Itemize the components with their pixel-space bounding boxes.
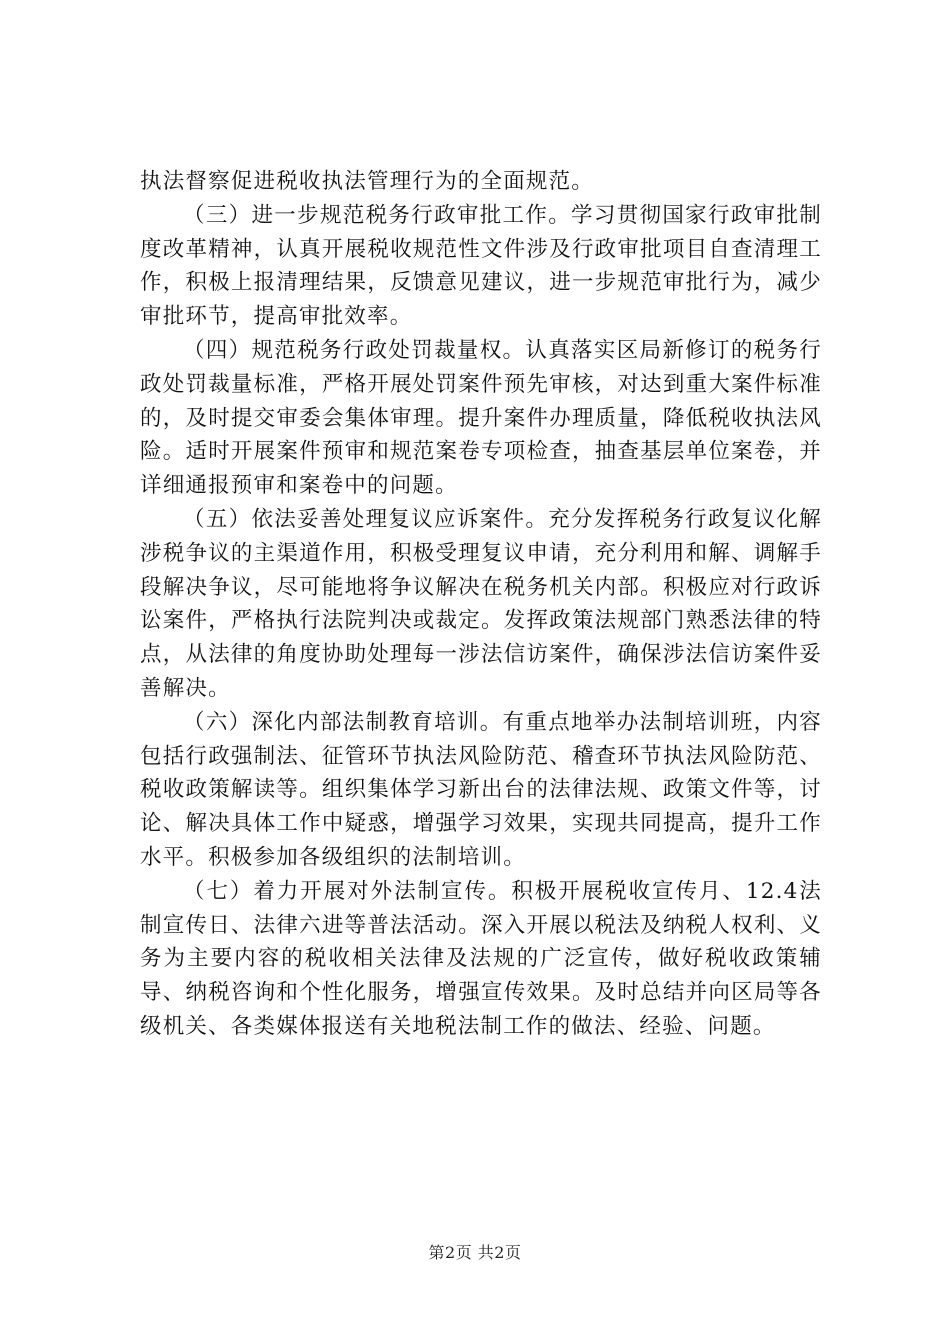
paragraph-section-4: （四）规范税务行政处罚裁量权。认真落实区局新修订的税务行政处罚裁量标准，严格开展处罚案件预先审核，对达到重大案件标准的，及时提交审委会集体审理。提升案件办理质量，降低税收执法风险。适时开展案件预审和规范案卷专项检查，抽查基层单位案卷，并详细通报预审和案卷中的问题。 xyxy=(140,337,822,499)
paragraph-section-7: （七）着力开展对外法制宣传。积极开展税收宣传月、12.4法制宣传日、法律六进等普法活动。深入开展以税法及纳税人权利、义务为主要内容的税收相关法律及法规的广泛宣传，做好税收政策辅导、纳税咨询和个性化服务，增强宣传效果。及时总结并向区局等各级机关、各类媒体报送有关地税法制工作的做法、经验、问题。 xyxy=(140,878,822,1039)
paragraph-section-5: （五）依法妥善处理复议应诉案件。充分发挥税务行政复议化解涉税争议的主渠道作用，积极受理复议申请，充分利用和解、调解手段解决争议，尽可能地将争议解决在税务机关内部。积极应对行政诉讼案件，严格执行法院判决或裁定。发挥政策法规部门熟悉法律的特点，从法律的角度协助处理每一涉法信访案件，确保涉法信访案件妥善解决。 xyxy=(140,506,822,701)
paragraph-continuation: 执法督察促进税收执法管理行为的全面规范。 xyxy=(140,169,595,194)
document-body xyxy=(140,165,822,1044)
paragraph-section-3: （三）进一步规范税务行政审批工作。学习贯彻国家行政审批制度改革精神，认真开展税收规范性文件涉及行政审批项目自查清理工作，积极上报清理结果，反馈意见建议，进一步规范审批行为，减少审批环节，提高审批效率。 xyxy=(140,202,822,330)
paragraph-section-6: （六）深化内部法制教育培训。有重点地举办法制培训班，内容包括行政强制法、征管环节执法风险防范、稽查环节执法风险防范、税收政策解读等。组织集体学习新出台的法律法规、政策文件等，讨论、解决具体工作中疑惑，增强学习效果，实现共同提高，提升工作水平。积极参加各级组织的法制培训。 xyxy=(140,709,822,870)
page-number-footer: 第2页 共2页 xyxy=(428,1243,522,1262)
